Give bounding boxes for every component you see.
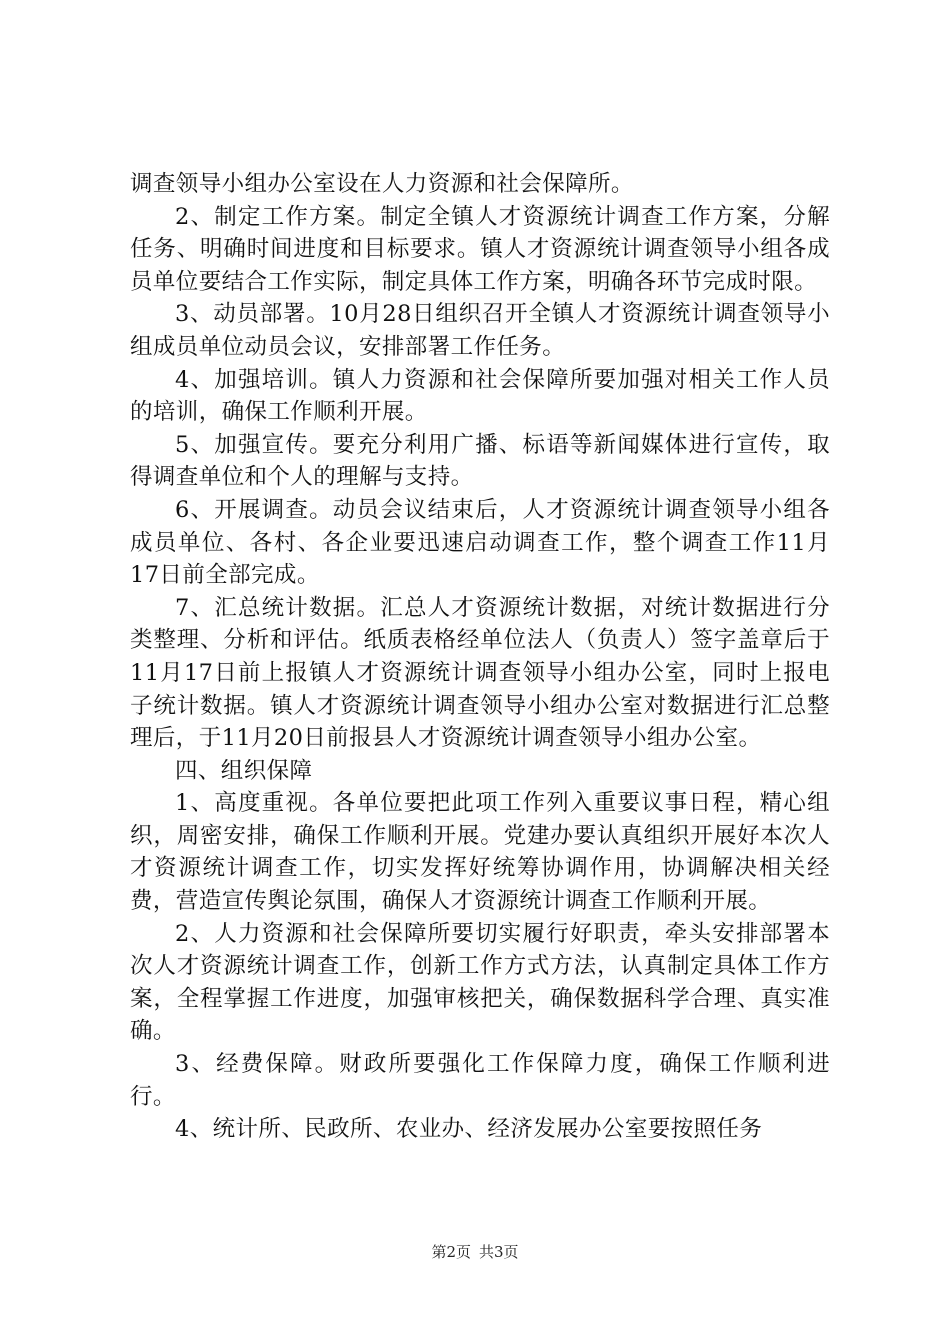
body-paragraph: 5、加强宣传。要充分利用广播、标语等新闻媒体进行宣传，取得调查单位和个人的理解与支持。 — [130, 431, 830, 491]
body-paragraph: 4、统计所、民政所、农业办、经济发展办公室要按照任务 — [175, 1116, 763, 1143]
document-body — [130, 168, 830, 1146]
body-paragraph: 调查领导小组办公室设在人力资源和社会保障所。 — [130, 171, 634, 197]
body-paragraph: 2、制定工作方案。制定全镇人才资源统计调查工作方案，分解任务、明确时间进度和目标要求。镇人才资源统计调查领导小组各成员单位要结合工作实际，制定具体工作方案，明确各环节完成时限。 — [130, 203, 830, 295]
page-footer — [0, 1242, 950, 1262]
body-paragraph: 四、组织保障 — [175, 757, 313, 784]
body-paragraph: 1、高度重视。各单位要把此项工作列入重要议事日程，精心组织，周密安排，确保工作顺利开展。党建办要认真组织开展好本次人才资源统计调查工作，切实发挥好统筹协调作用，协调解决相关经费，营造宣传舆论氛围，确保人才资源统计调查工作顺利开展。 — [130, 790, 830, 915]
body-paragraph: 2、人力资源和社会保障所要切实履行好职责，牵头安排部署本次人才资源统计调查工作，创新工作方式方法，认真制定具体工作方案，全程掌握工作进度，加强审核把关，确保数据科学合理、真实准确。 — [130, 920, 830, 1045]
body-paragraph: 3、经费保障。财政所要强化工作保障力度，确保工作顺利进行。 — [130, 1051, 830, 1110]
page-total: 共3页 — [479, 1243, 519, 1261]
body-paragraph: 3、动员部署。10月28日组织召开全镇人才资源统计调查领导小组成员单位动员会议，安排部署工作任务。 — [130, 301, 830, 360]
page-number: 第2页 — [431, 1243, 471, 1261]
body-paragraph: 7、汇总统计数据。汇总人才资源统计数据，对统计数据进行分类整理、分析和评估。纸质表格经单位法人（负责人）签字盖章后于11月17日前上报镇人才资源统计调查领导小组办公室，同时上报电子统计数据。镇人才资源统计调查领导小组办公室对数据进行汇总整理后，于11月20日前报县人才资源统计调查领导小组办公室。 — [130, 594, 830, 752]
body-paragraph: 4、加强培训。镇人力资源和社会保障所要加强对相关工作人员的培训，确保工作顺利开展。 — [130, 366, 830, 426]
body-paragraph: 6、开展调查。动员会议结束后，人才资源统计调查领导小组各成员单位、各村、各企业要迅速启动调查工作，整个调查工作11月17日前全部完成。 — [130, 496, 830, 589]
